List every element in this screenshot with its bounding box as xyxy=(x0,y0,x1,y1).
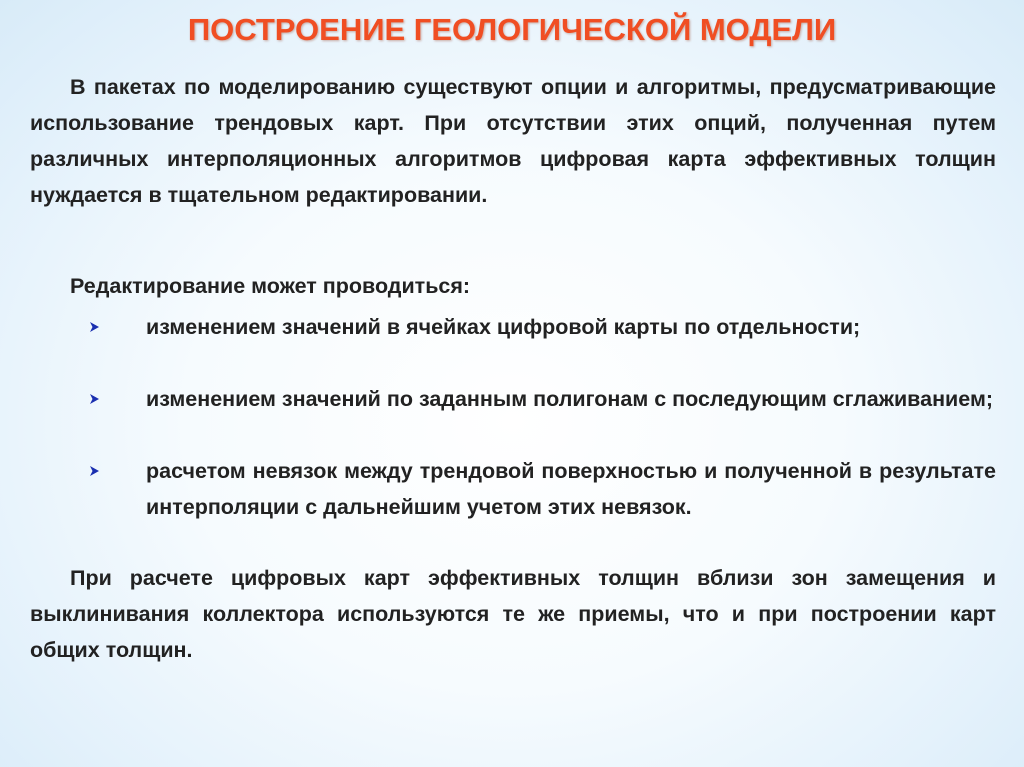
conclusion-paragraph: При расчете цифровых карт эффективных толщин вблизи зон замещения и выклинивания коллектора используются те же приемы, что и при построении карт общих толщин. xyxy=(30,566,996,662)
list-item xyxy=(88,381,996,453)
list-item-text: изменением значений по заданным полигонам с последующим сглаживанием; xyxy=(146,387,994,411)
list-item xyxy=(88,309,996,381)
chevron-right-icon xyxy=(88,464,102,478)
list-item-text: расчетом невязок между трендовой поверхностью и полученной в результате интерполяции с дальнейшим учетом этих невязок. xyxy=(146,459,996,519)
chevron-right-icon xyxy=(88,320,102,334)
editing-intro-paragraph: Редактирование может проводиться: xyxy=(70,274,471,298)
list-item xyxy=(88,453,996,525)
list-item-text: изменением значений в ячейках цифровой карты по отдельности; xyxy=(146,315,861,339)
editing-methods-list xyxy=(88,309,996,525)
intro-paragraph: В пакетах по моделированию существуют опции и алгоритмы, предусматривающие использование трендовых карт. При отсутствии этих опций, полученная путем различных интерполяционных алгоритмов цифровая карта эффективных толщин нуждается в тщательном редактировании. xyxy=(30,75,996,207)
chevron-right-icon xyxy=(88,392,102,406)
slide-title: ПОСТРОЕНИЕ ГЕОЛОГИЧЕСКОЙ МОДЕЛИ xyxy=(187,12,837,47)
